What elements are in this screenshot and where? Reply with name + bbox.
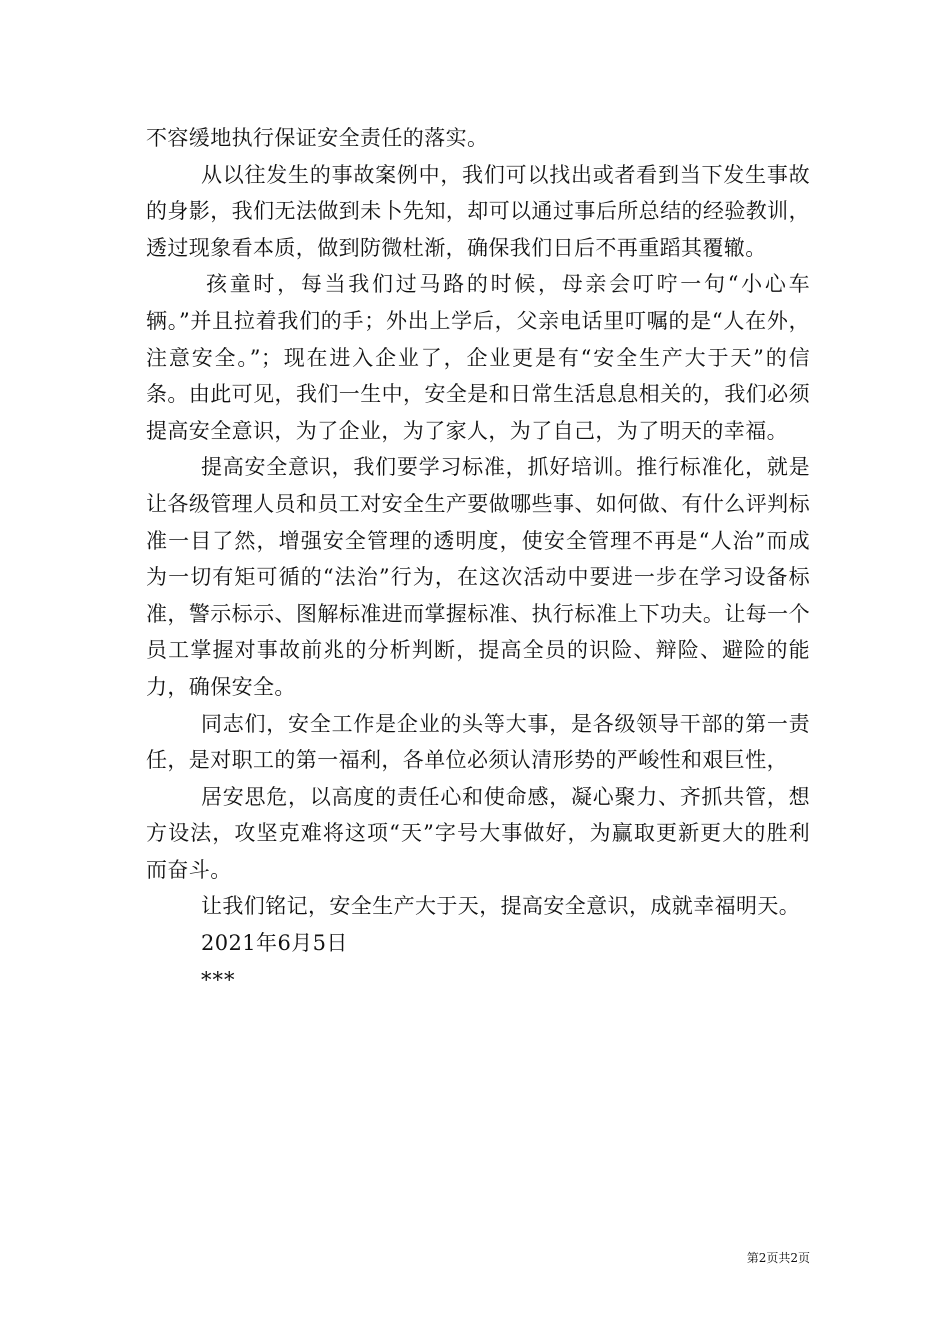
paragraph-7: 让我们铭记，安全生产大于天，提高安全意识，成就幸福明天。 (201, 894, 801, 919)
document-date: 2021年6月5日 (201, 931, 348, 956)
paragraph-4: 提高安全意识，我们要学习标准，抓好培训。推行标准化，就是让各级管理人员和员工对安全生产要做哪些事、如何做、有什么评判标准一目了然，增强安全管理的透明度，使安全管理不再是“人治”而成为一切有矩可循的“法治”行为，在这次活动中要进一步在学习设备标准，警示标示、图解标准进而掌握标准、执行标准上下功夫。让每一个员工掌握对事故前兆的分析判断，提高全员的识险、辩险、避险的能力，确保安全。 (146, 455, 810, 699)
page-number-footer: 第2页共2页 (746, 1251, 810, 1265)
paragraph-1: 不容缓地执行保证安全责任的落实。 (146, 126, 489, 150)
paragraph-6: 居安思危，以高度的责任心和使命感，凝心聚力、齐抓共管，想方设法，攻坚克难将这项“天”字号大事做好，为赢取更新更大的胜利而奋斗。 (146, 784, 810, 882)
paragraph-2: 从以往发生的事故案例中，我们可以找出或者看到当下发生事故的身影，我们无法做到未卜先知，却可以通过事后所总结的经验教训，透过现象看本质，做到防微杜渐，确保我们日后不再重蹈其覆辙。 (146, 162, 810, 260)
document-body (146, 120, 810, 998)
document-signature: *** (201, 967, 236, 992)
paragraph-3: 孩童时，每当我们过马路的时候，母亲会叮咛一句“小心车辆。”并且拉着我们的手；外出上学后，父亲电话里叮嘱的是“人在外，注意安全。”；现在进入企业了，企业更是有“安全生产大于天”的信条。由此可见，我们一生中，安全是和日常生活息息相关的，我们必须提高安全意识，为了企业，为了家人，为了自己，为了明天的幸福。 (146, 272, 810, 443)
paragraph-5: 同志们，安全工作是企业的头等大事，是各级领导干部的第一责任，是对职工的第一福利，各单位必须认清形势的严峻性和艰巨性， (146, 711, 810, 773)
